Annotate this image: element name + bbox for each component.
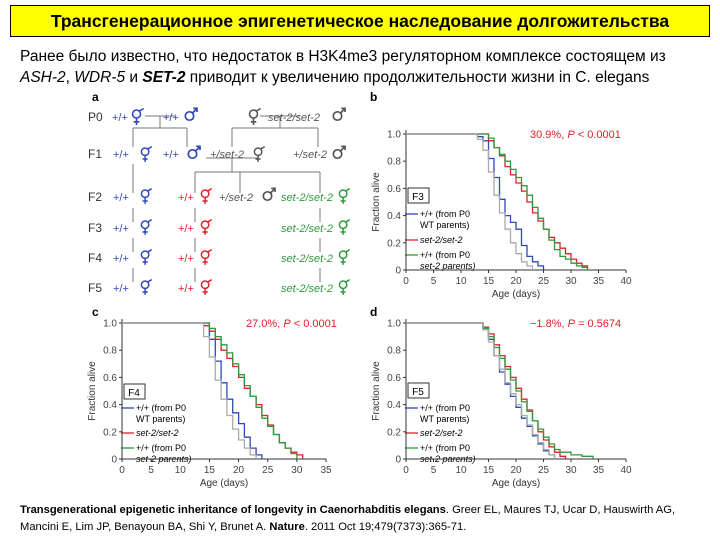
gene-wdr5: WDR-5 <box>74 69 126 86</box>
chart-c-y-tick-label-2: 0.4 <box>103 400 117 412</box>
f3-herm-icon-2 <box>201 220 211 235</box>
chart-b <box>370 90 621 271</box>
f2-herm-icon-1 <box>141 189 151 204</box>
panel-label-d: d <box>370 305 378 319</box>
legend-c-mut: set-2/set-2 <box>136 428 179 438</box>
chart-b-legend <box>405 209 476 271</box>
legend-b-set-1: +/+ (from P0 <box>420 250 471 260</box>
panel-label-b: b <box>370 90 378 104</box>
f1-genotype-3: +/set-2 <box>210 149 244 161</box>
intro-and: и <box>125 69 143 86</box>
f5-genotype-3: set-2/set-2 <box>281 283 333 295</box>
chart-d-x-tick-label-7: 35 <box>592 465 605 476</box>
f2-herm-icon-3 <box>339 189 349 204</box>
chart-d-xlabel: Age (days) <box>491 478 541 489</box>
f1-herm-icon-1 <box>141 147 151 162</box>
f4-genotype-2: +/+ <box>178 253 194 265</box>
legend-c-set-2: set-2 parents) <box>136 454 192 464</box>
intro-rest: приводит к увеличению продолжительности жизни in C. elegans <box>185 69 650 86</box>
chart-c-x-tick-label-5: 25 <box>262 465 274 476</box>
f4-herm-icon-1 <box>141 250 151 265</box>
citation-journal: Nature <box>269 521 305 533</box>
chart-d-series-2 <box>406 323 593 459</box>
p0-mut-herm-icon <box>250 109 261 126</box>
chart-b-y-tick-label-0: 0 <box>395 265 401 277</box>
legend-c-wt-2: WT parents) <box>136 414 186 424</box>
legend-d-set-1: +/+ (from P0 <box>420 443 471 453</box>
chart-d-x-tick-label-3: 15 <box>482 465 495 476</box>
citation-rest: . 2011 Oct 19;479(7373):365-71. <box>304 521 467 533</box>
f1-male-icon-2 <box>333 146 345 158</box>
chart-b-y-tick-label-1: 0.2 <box>387 238 401 250</box>
f4-genotype-1: +/+ <box>113 253 129 265</box>
f1-genotype-2: +/+ <box>163 149 179 161</box>
chart-b-y-tick-label-3: 0.6 <box>387 183 401 195</box>
legend-b-wt-2: WT parents) <box>420 220 470 230</box>
f1-herm-icon-2 <box>254 147 264 162</box>
gen-label-f3: F3 <box>88 221 103 235</box>
gen-label-f4: F4 <box>88 251 103 265</box>
chart-d-x-tick-label-0: 0 <box>403 465 409 476</box>
gen-label-f5: F5 <box>88 281 103 295</box>
chart-c-y-tick-label-1: 0.2 <box>103 427 117 439</box>
f5-herm-icon-2 <box>201 280 211 295</box>
legend-d-mut: set-2/set-2 <box>420 428 463 438</box>
chart-d-y-tick-label-2: 0.4 <box>387 400 401 412</box>
chart-d-box <box>408 383 429 398</box>
f2-genotype-4: set-2/set-2 <box>281 192 333 204</box>
chart-c-box-label: F4 <box>128 388 140 399</box>
p0-male-icon <box>185 108 197 120</box>
f3-herm-icon-1 <box>141 220 151 235</box>
panel-label-c: c <box>92 305 99 319</box>
chart-d-y-tick-label-5: 1.0 <box>387 318 401 330</box>
p0-herm-icon <box>133 109 144 126</box>
chart-b-x-tick-label-6: 30 <box>565 276 577 287</box>
f5-herm-icon-3 <box>339 280 349 295</box>
p0-genotype-wt-right: +/+ <box>163 112 179 124</box>
citation-authors: . Greer EL, Maures TJ, Ucar D, Hauswirth AG, Mancini E, Lim JP, Benayoun BA, Shi Y, Brunet A. <box>20 504 676 533</box>
chart-d-annotation: −1.8%, P = 0.5674 <box>530 318 622 330</box>
chart-c-y-tick-label-0: 0 <box>111 454 117 466</box>
chart-c-series-1 <box>122 323 303 459</box>
chart-c-x-tick-label-0: 0 <box>119 465 125 476</box>
gene-ash2: ASH-2 <box>20 69 66 86</box>
chart-c-x-tick-label-3: 15 <box>203 465 215 476</box>
legend-b-mut: set-2/set-2 <box>420 235 463 245</box>
f1-male-icon-1 <box>188 146 200 158</box>
chart-c-x-tick-label-7: 35 <box>320 465 332 476</box>
f2-genotype-2: +/+ <box>178 192 194 204</box>
f2-genotype-1: +/+ <box>113 192 129 204</box>
chart-d-legend <box>405 403 476 464</box>
chart-c-ylabel: Fraction alive <box>87 361 98 421</box>
p0-genotype-wt-left: +/+ <box>112 112 128 124</box>
f3-genotype-1: +/+ <box>113 223 129 235</box>
p0-genotype-mut: set-2/set-2 <box>268 112 320 124</box>
chart-d <box>370 305 621 464</box>
f2-genotype-3: +/set-2 <box>219 192 253 204</box>
chart-d-y-tick-label-4: 0.8 <box>387 345 401 357</box>
f1-genotype-1: +/+ <box>113 149 129 161</box>
p0-mut-male-icon <box>333 108 345 120</box>
citation-title: Transgenerational epigenetic inheritance of longevity in Caenorhabditis elegans <box>20 504 446 516</box>
f4-herm-icon-2 <box>201 250 211 265</box>
chart-b-annotation: 30.9%, P < 0.0001 <box>530 129 621 141</box>
chart-d-x-tick-label-8: 40 <box>620 465 632 476</box>
f5-herm-icon-1 <box>141 280 151 295</box>
chart-c-x-tick-label-4: 20 <box>233 465 245 476</box>
legend-b-set-2: set-2 parents) <box>420 261 476 271</box>
chart-b-x-tick-label-8: 40 <box>620 276 632 287</box>
chart-d-x-tick-label-5: 25 <box>537 465 550 476</box>
chart-c-x-tick-label-2: 10 <box>174 465 186 476</box>
panel-a-pedigree <box>88 90 350 295</box>
chart-d-y-tick-label-1: 0.2 <box>387 427 401 439</box>
f5-genotype-1: +/+ <box>113 283 129 295</box>
chart-b-x-tick-label-2: 10 <box>455 276 467 287</box>
f4-genotype-3: set-2/set-2 <box>281 253 333 265</box>
intro-line-1: Ранее было известно, что недостаток в H3K4me3 регуляторном комплексе состоящем из <box>20 48 666 65</box>
chart-c-x-tick-label-6: 30 <box>291 465 303 476</box>
legend-b-wt-1: +/+ (from P0 <box>420 209 471 219</box>
f3-genotype-3: set-2/set-2 <box>281 223 333 235</box>
chart-c-y-tick-label-5: 1.0 <box>103 318 117 330</box>
chart-d-y-tick-label-0: 0 <box>395 454 401 466</box>
chart-b-ylabel: Fraction alive <box>371 172 382 232</box>
chart-c-xlabel: Age (days) <box>199 478 249 489</box>
intro-comma: , <box>65 69 75 86</box>
f5-genotype-2: +/+ <box>178 283 194 295</box>
f2-male-icon <box>263 188 275 200</box>
chart-d-x-tick-label-6: 30 <box>565 465 577 476</box>
chart-b-x-tick-label-3: 15 <box>482 276 495 287</box>
chart-d-x-tick-label-2: 10 <box>455 465 467 476</box>
chart-b-x-tick-label-7: 35 <box>592 276 605 287</box>
chart-c-y-tick-label-3: 0.6 <box>103 372 117 384</box>
legend-d-wt-1: +/+ (from P0 <box>420 403 471 413</box>
chart-c-x-tick-label-1: 5 <box>148 465 154 476</box>
chart-c-legend <box>121 403 192 464</box>
chart-b-x-tick-label-5: 25 <box>537 276 550 287</box>
gen-label-p0: P0 <box>88 110 103 124</box>
chart-d-series-1 <box>406 323 566 459</box>
f1-genotype-4: +/set-2 <box>293 149 327 161</box>
citation <box>20 502 710 536</box>
chart-b-xlabel: Age (days) <box>491 289 541 300</box>
chart-b-x-tick-label-0: 0 <box>403 276 409 287</box>
chart-b-x-tick-label-4: 20 <box>510 276 522 287</box>
chart-c-box <box>124 384 145 399</box>
f2-herm-icon-2 <box>201 189 211 204</box>
chart-b-box <box>408 188 429 203</box>
chart-b-box-label: F3 <box>412 192 424 203</box>
legend-c-wt-1: +/+ (from P0 <box>136 403 187 413</box>
chart-c-annotation: 27.0%, P < 0.0001 <box>246 318 337 330</box>
f3-herm-icon-3 <box>339 220 349 235</box>
chart-c-y-tick-label-4: 0.8 <box>103 345 117 357</box>
chart-b-y-tick-label-2: 0.4 <box>387 211 401 223</box>
panel-label-a: a <box>92 90 99 104</box>
gen-label-f1: F1 <box>88 147 103 161</box>
chart-b-x-tick-label-1: 5 <box>430 276 437 287</box>
chart-d-box-label: F5 <box>412 387 424 398</box>
chart-d-ylabel: Fraction alive <box>371 361 382 421</box>
legend-c-set-1: +/+ (from P0 <box>136 443 187 453</box>
slide-title-text: Трансгенерационное эпигенетическое наследование долгожительства <box>50 10 670 31</box>
f3-genotype-2: +/+ <box>178 223 194 235</box>
legend-d-set-2: set-2 parents) <box>420 454 476 464</box>
chart-b-y-tick-label-4: 0.8 <box>387 156 401 168</box>
chart-b-y-tick-label-5: 1.0 <box>387 129 401 141</box>
chart-d-x-tick-label-1: 5 <box>430 465 437 476</box>
chart-d-y-tick-label-3: 0.6 <box>387 372 401 384</box>
legend-d-wt-2: WT parents) <box>420 414 470 424</box>
f4-herm-icon-3 <box>339 250 349 265</box>
gene-set2: SET-2 <box>142 69 186 86</box>
gen-label-f2: F2 <box>88 190 103 204</box>
chart-d-x-tick-label-4: 20 <box>510 465 522 476</box>
